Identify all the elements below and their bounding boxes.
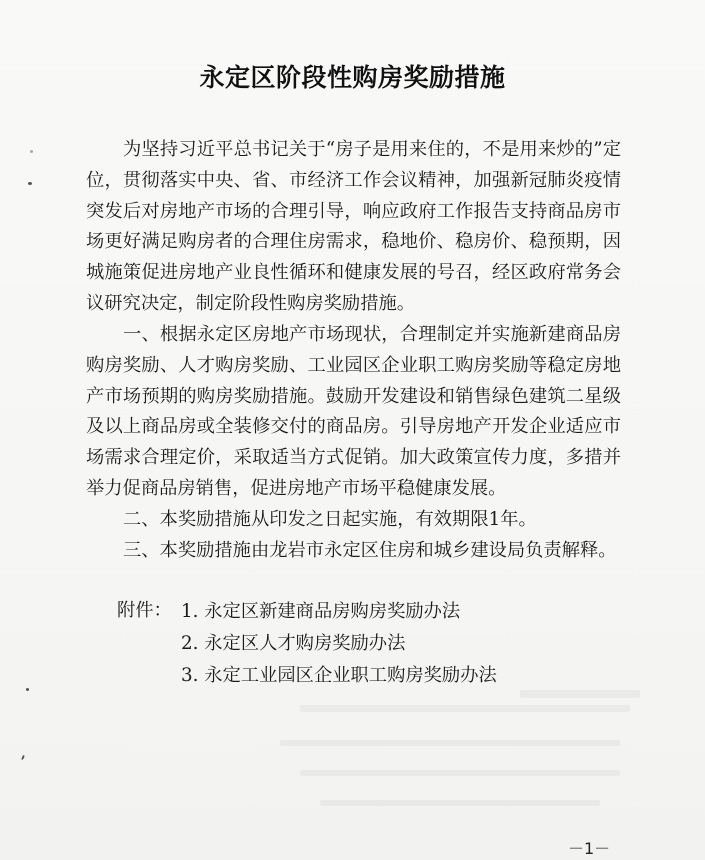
bleed-through-mark [520, 690, 640, 698]
scan-speck [30, 150, 33, 153]
scan-speck [28, 182, 32, 185]
section-two-paragraph: 二、本奖励措施从印发之日起实施，有效期限1年。 [123, 509, 537, 530]
section-one-paragraph: 一、根据永定区房地产市场现状，合理制定并实施新建商品房购房奖励、人才购房奖励、工业园区企业职工购房奖励等稳定房地产市场预期的购房奖励措施。鼓励开发建设和销售绿色建筑二星级及以上商品房或全装修交付的商品房。引导房地产开发企业适应市场需求合理定价，采取适当方式促销。加大政策宣传力度，多措并举力促商品房销售，促进房地产市场平稳健康发展。 [86, 324, 621, 499]
bleed-through-mark [320, 800, 600, 806]
section-three-paragraph: 三、本奖励措施由龙岩市永定区住房和城乡建设局负责解释。 [123, 540, 617, 561]
bleed-through-mark [280, 740, 620, 746]
bleed-through-mark [300, 770, 620, 776]
page-number: －1－ [568, 839, 611, 858]
attachments-label: 附件： [117, 600, 172, 621]
intro-paragraph: 为坚持习近平总书记关于“房子是用来住的，不是用来炒的”定位，贯彻落实中央、省、市经济工作会议精神，加强新冠肺炎疫情突发后对房地产市场的合理引导，响应政府工作报告支持商品房市场更好满足购房者的合理住房需求，稳地价、稳房价、稳预期，因城施策促进房地产业良性循环和健康发展的号召，经区政府常务会议研究决定，制定阶段性购房奖励措施。 [86, 139, 621, 314]
scan-speck [21, 755, 25, 760]
scan-speck [26, 688, 29, 691]
attachments-list [181, 596, 497, 692]
attachment-item: 1. 永定区新建商品房购房奖励办法 [181, 601, 461, 622]
attachment-item: 3. 永定工业园区企业职工购房奖励办法 [181, 665, 497, 686]
document-title: 永定区阶段性购房奖励措施 [199, 63, 506, 92]
bleed-through-mark [300, 705, 630, 712]
attachment-item: 2. 永定区人才购房奖励办法 [181, 633, 406, 654]
